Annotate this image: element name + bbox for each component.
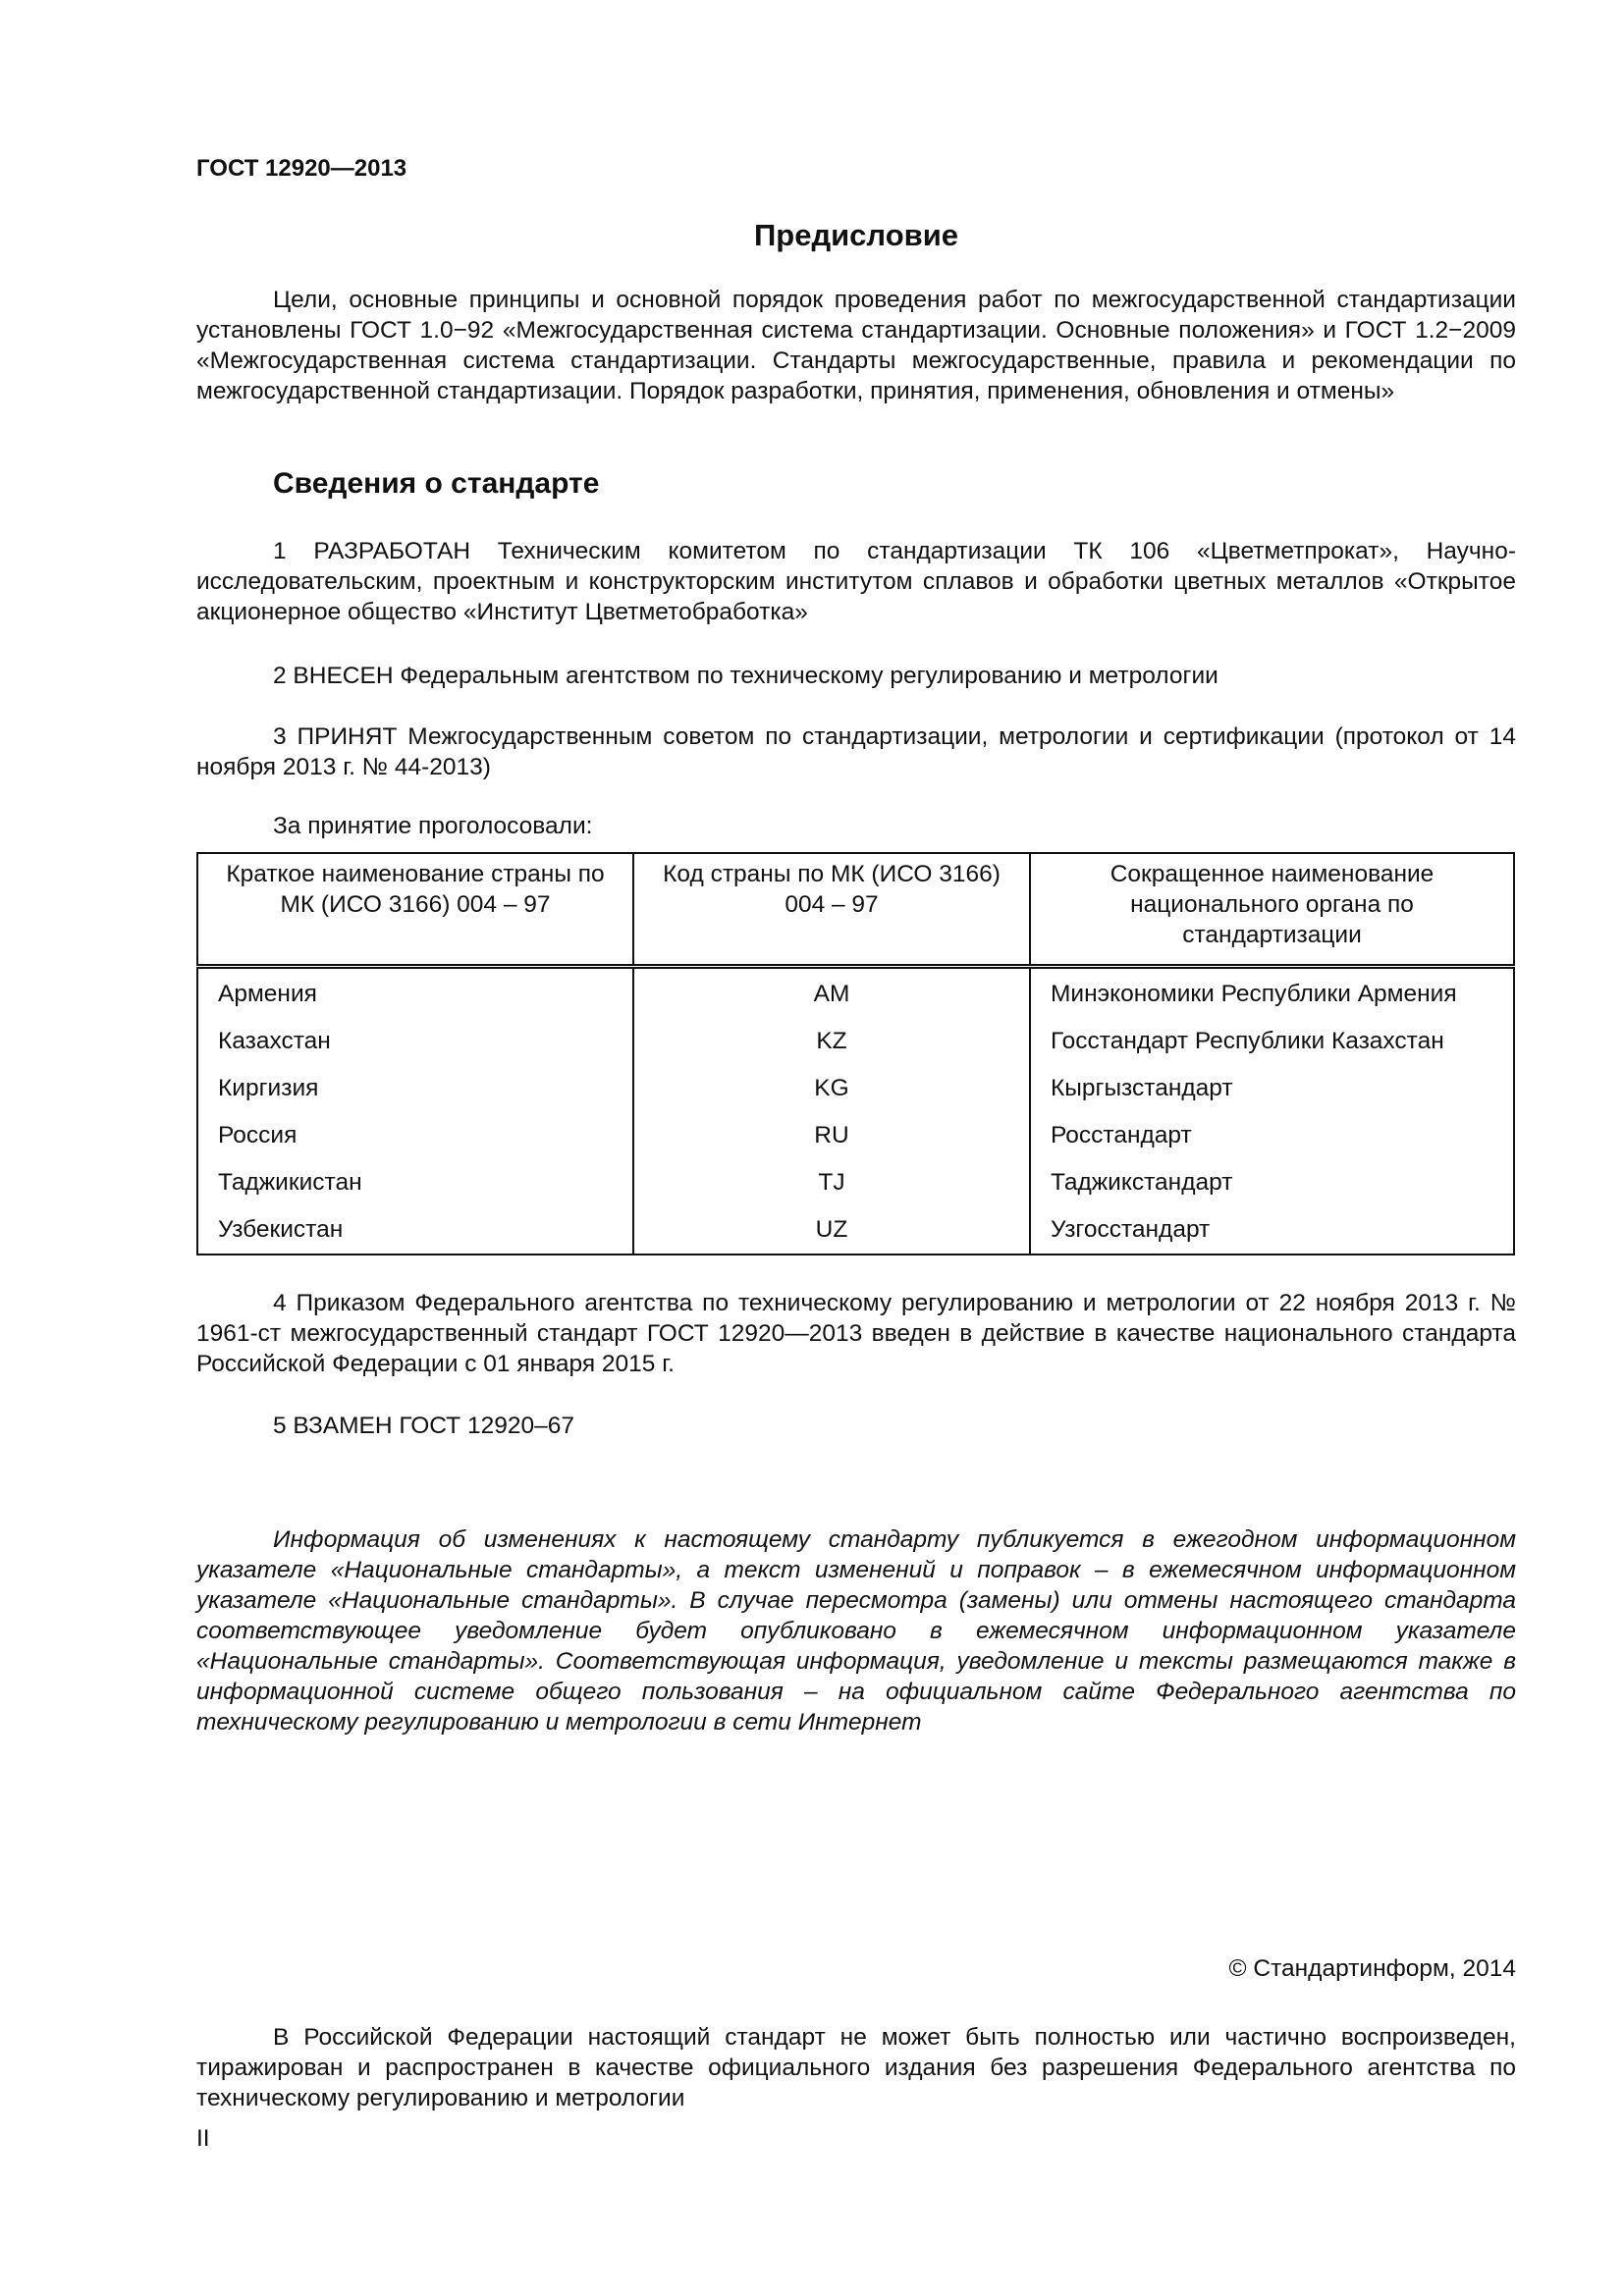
cell-code: KG: [633, 1065, 1030, 1112]
cell-country: Узбекистан: [197, 1206, 633, 1255]
table-row: [197, 967, 1514, 1019]
cell-code: AM: [633, 967, 1030, 1019]
info-item-5: 5 ВЗАМЕН ГОСТ 12920–67: [273, 1413, 574, 1439]
cell-code: RU: [633, 1112, 1030, 1159]
cell-country: Казахстан: [197, 1018, 633, 1065]
vote-label: За принятие проголосовали:: [273, 813, 593, 839]
cell-country: Россия: [197, 1112, 633, 1159]
page-number: II: [196, 2125, 210, 2152]
foreword-title: Предисловие: [753, 218, 958, 252]
cell-code: UZ: [633, 1206, 1030, 1255]
cell-body: Таджикстандарт: [1030, 1159, 1514, 1206]
document-page: [196, 0, 1516, 2296]
table-row: [197, 1018, 1514, 1065]
standard-id-header: ГОСТ 12920—2013: [196, 155, 407, 182]
foreword-paragraph: Цели, основные принципы и основной порядок проведения работ по межгосударственной стандартизации установлены ГОСТ 1.0−92 «Межгосударственная система стандартизации. Основные положения» и ГОСТ 1.2−2009 «Межгосударственная система стандартизации. Стандарты межгосударственные, правила и рекомендации по межгосударственной стандартизации. Порядок разработки, принятия, применения, обновления и отмены»: [196, 287, 1516, 404]
info-item-2: 2 ВНЕСЕН Федеральным агентством по техническому регулированию и метрологии: [273, 663, 1218, 689]
standard-info-title: Сведения о стандарте: [273, 467, 600, 500]
amendment-notice: Информация об изменениях к настоящему стандарту публикуется в ежегодном информационном указателе «Национальные стандарты», а текст изменений и поправок – в ежемесячном информационном указателе «Национальные стандарты». В случае пересмотра (замены) или отмены настоящего стандарта соответствующее уведомление будет опубликовано в ежемесячном информационном указателе «Национальные стандарты». Соответствующая информация, уведомление и тексты размещаются также в информационной системе общего пользования – на официальном сайте Федерального агентства по техническому регулированию и метрологии в сети Интернет: [196, 1526, 1516, 1735]
reproduction-notice: В Российской Федерации настоящий стандарт не может быть полностью или частично воспроизведен, тиражирован и распространен в качестве официального издания без разрешения Федерального агентства по техническому регулированию и метрологии: [196, 2024, 1516, 2111]
header-national-body: Сокращенное наименование национального органа по стандартизации: [1030, 853, 1514, 967]
cell-country: Армения: [197, 967, 633, 1019]
header-country-name: Краткое наименование страны по МК (ИСО 3166) 004 – 97: [197, 853, 633, 967]
cell-body: Госстандарт Республики Казахстан: [1030, 1018, 1514, 1065]
cell-country: Таджикистан: [197, 1159, 633, 1206]
cell-body: Росстандарт: [1030, 1112, 1514, 1159]
table-row: [197, 1206, 1514, 1255]
info-item-1: 1 РАЗРАБОТАН Техническим комитетом по стандартизации ТК 106 «Цветметпрокат», Научно-исследовательским, проектным и конструкторским институтом сплавов и обработки цветных металлов «Открытое акционерное общество «Институт Цветметобработка»: [196, 538, 1516, 625]
table-row: [197, 1065, 1514, 1112]
cell-body: Минэкономики Республики Армения: [1030, 967, 1514, 1019]
cell-body: Кыргызстандарт: [1030, 1065, 1514, 1112]
info-item-4: 4 Приказом Федерального агентства по техническому регулированию и метрологии от 22 ноября 2013 г. № 1961-ст межгосударственный стандарт ГОСТ 12920—2013 введен в действие в качестве национального стандарта Российской Федерации с 01 января 2015 г.: [196, 1290, 1516, 1377]
table-header-row: [197, 853, 1514, 967]
table-row: [197, 1112, 1514, 1159]
cell-code: KZ: [633, 1018, 1030, 1065]
cell-code: TJ: [633, 1159, 1030, 1206]
voting-countries-table: [196, 852, 1515, 1255]
cell-country: Киргизия: [197, 1065, 633, 1112]
table-row: [197, 1159, 1514, 1206]
header-country-code: Код страны по МК (ИСО 3166) 004 – 97: [633, 853, 1030, 967]
info-item-3: 3 ПРИНЯТ Межгосударственным советом по стандартизации, метрологии и сертификации (протокол от 14 ноября 2013 г. № 44-2013): [196, 723, 1516, 780]
copyright-line: © Стандартинформ, 2014: [1228, 1955, 1516, 1982]
cell-body: Узгосстандарт: [1030, 1206, 1514, 1255]
